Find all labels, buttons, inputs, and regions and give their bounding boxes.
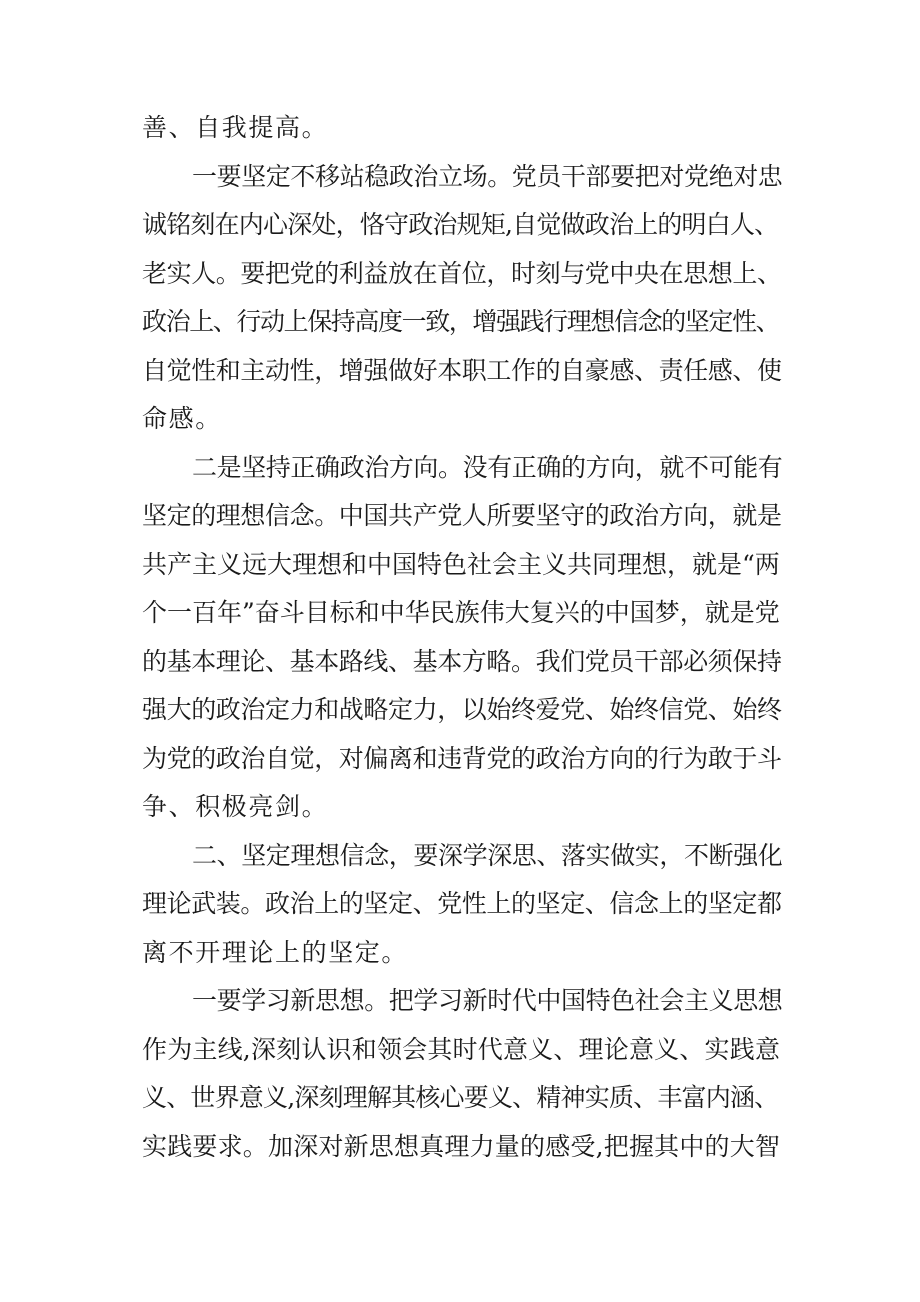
text-line: 善、自我提高。 [142,113,329,142]
text-line: 自觉性和主动性，增强做好本职工作的自豪感、责任感、使 [142,355,782,385]
paragraph-first-line: 一要坚定不移站稳政治立场。党员干部要把对党绝对忠 [192,161,783,191]
text-line: 为党的政治自觉，对偏离和违背党的政治方向的行为敢于斗 [142,743,782,773]
text-line: 政治上、行动上保持高度一致，增强践行理想信念的坚定性、 [142,307,780,336]
text-line: 作为主线,深刻认识和领会其时代意义、理论意义、实践意 [142,1034,781,1064]
text-line: 争、积极亮剑。 [142,792,329,821]
text-line: 的基本理论、基本路线、基本方略。我们党员干部必须保持 [142,646,782,676]
text-line: 共产主义远大理想和中国特色社会主义共同理想，就是“两 [142,549,780,579]
text-line: 命感。 [142,404,222,433]
text-line: 义、世界意义,深刻理解其核心要义、精神实质、丰富内涵、 [142,1083,779,1112]
text-line: 坚定的理想信念。中国共产党人所要坚守的政治方向，就是 [142,501,782,530]
text-line: 个一百年”奋斗目标和中华民族伟大复兴的中国梦，就是党 [142,598,780,627]
paragraph-first-line: 二、坚定理想信念，要深学深思、落实做实，不断强化 [192,840,783,870]
paragraph-first-line: 一要学习新思想。把学习新时代中国特色社会主义思想 [192,986,783,1015]
text-line: 理论武装。政治上的坚定、党性上的坚定、信念上的坚定都 [142,889,782,918]
text-line: 实践要求。加深对新思想真理力量的感受,把握其中的大智 [142,1131,781,1161]
text-line: 诚铭刻在内心深处，恪守政治规矩,自觉做政治上的明白人、 [142,210,779,239]
paragraph-first-line: 二是坚持正确政治方向。没有正确的方向，就不可能有 [192,452,783,482]
document-body [142,104,782,1171]
text-line: 离不开理论上的坚定。 [142,937,409,967]
text-line: 老实人。要把党的利益放在首位，时刻与党中央在思想上、 [142,258,782,288]
text-line: 强大的政治定力和战略定力，以始终爱党、始终信党、始终 [142,695,782,724]
